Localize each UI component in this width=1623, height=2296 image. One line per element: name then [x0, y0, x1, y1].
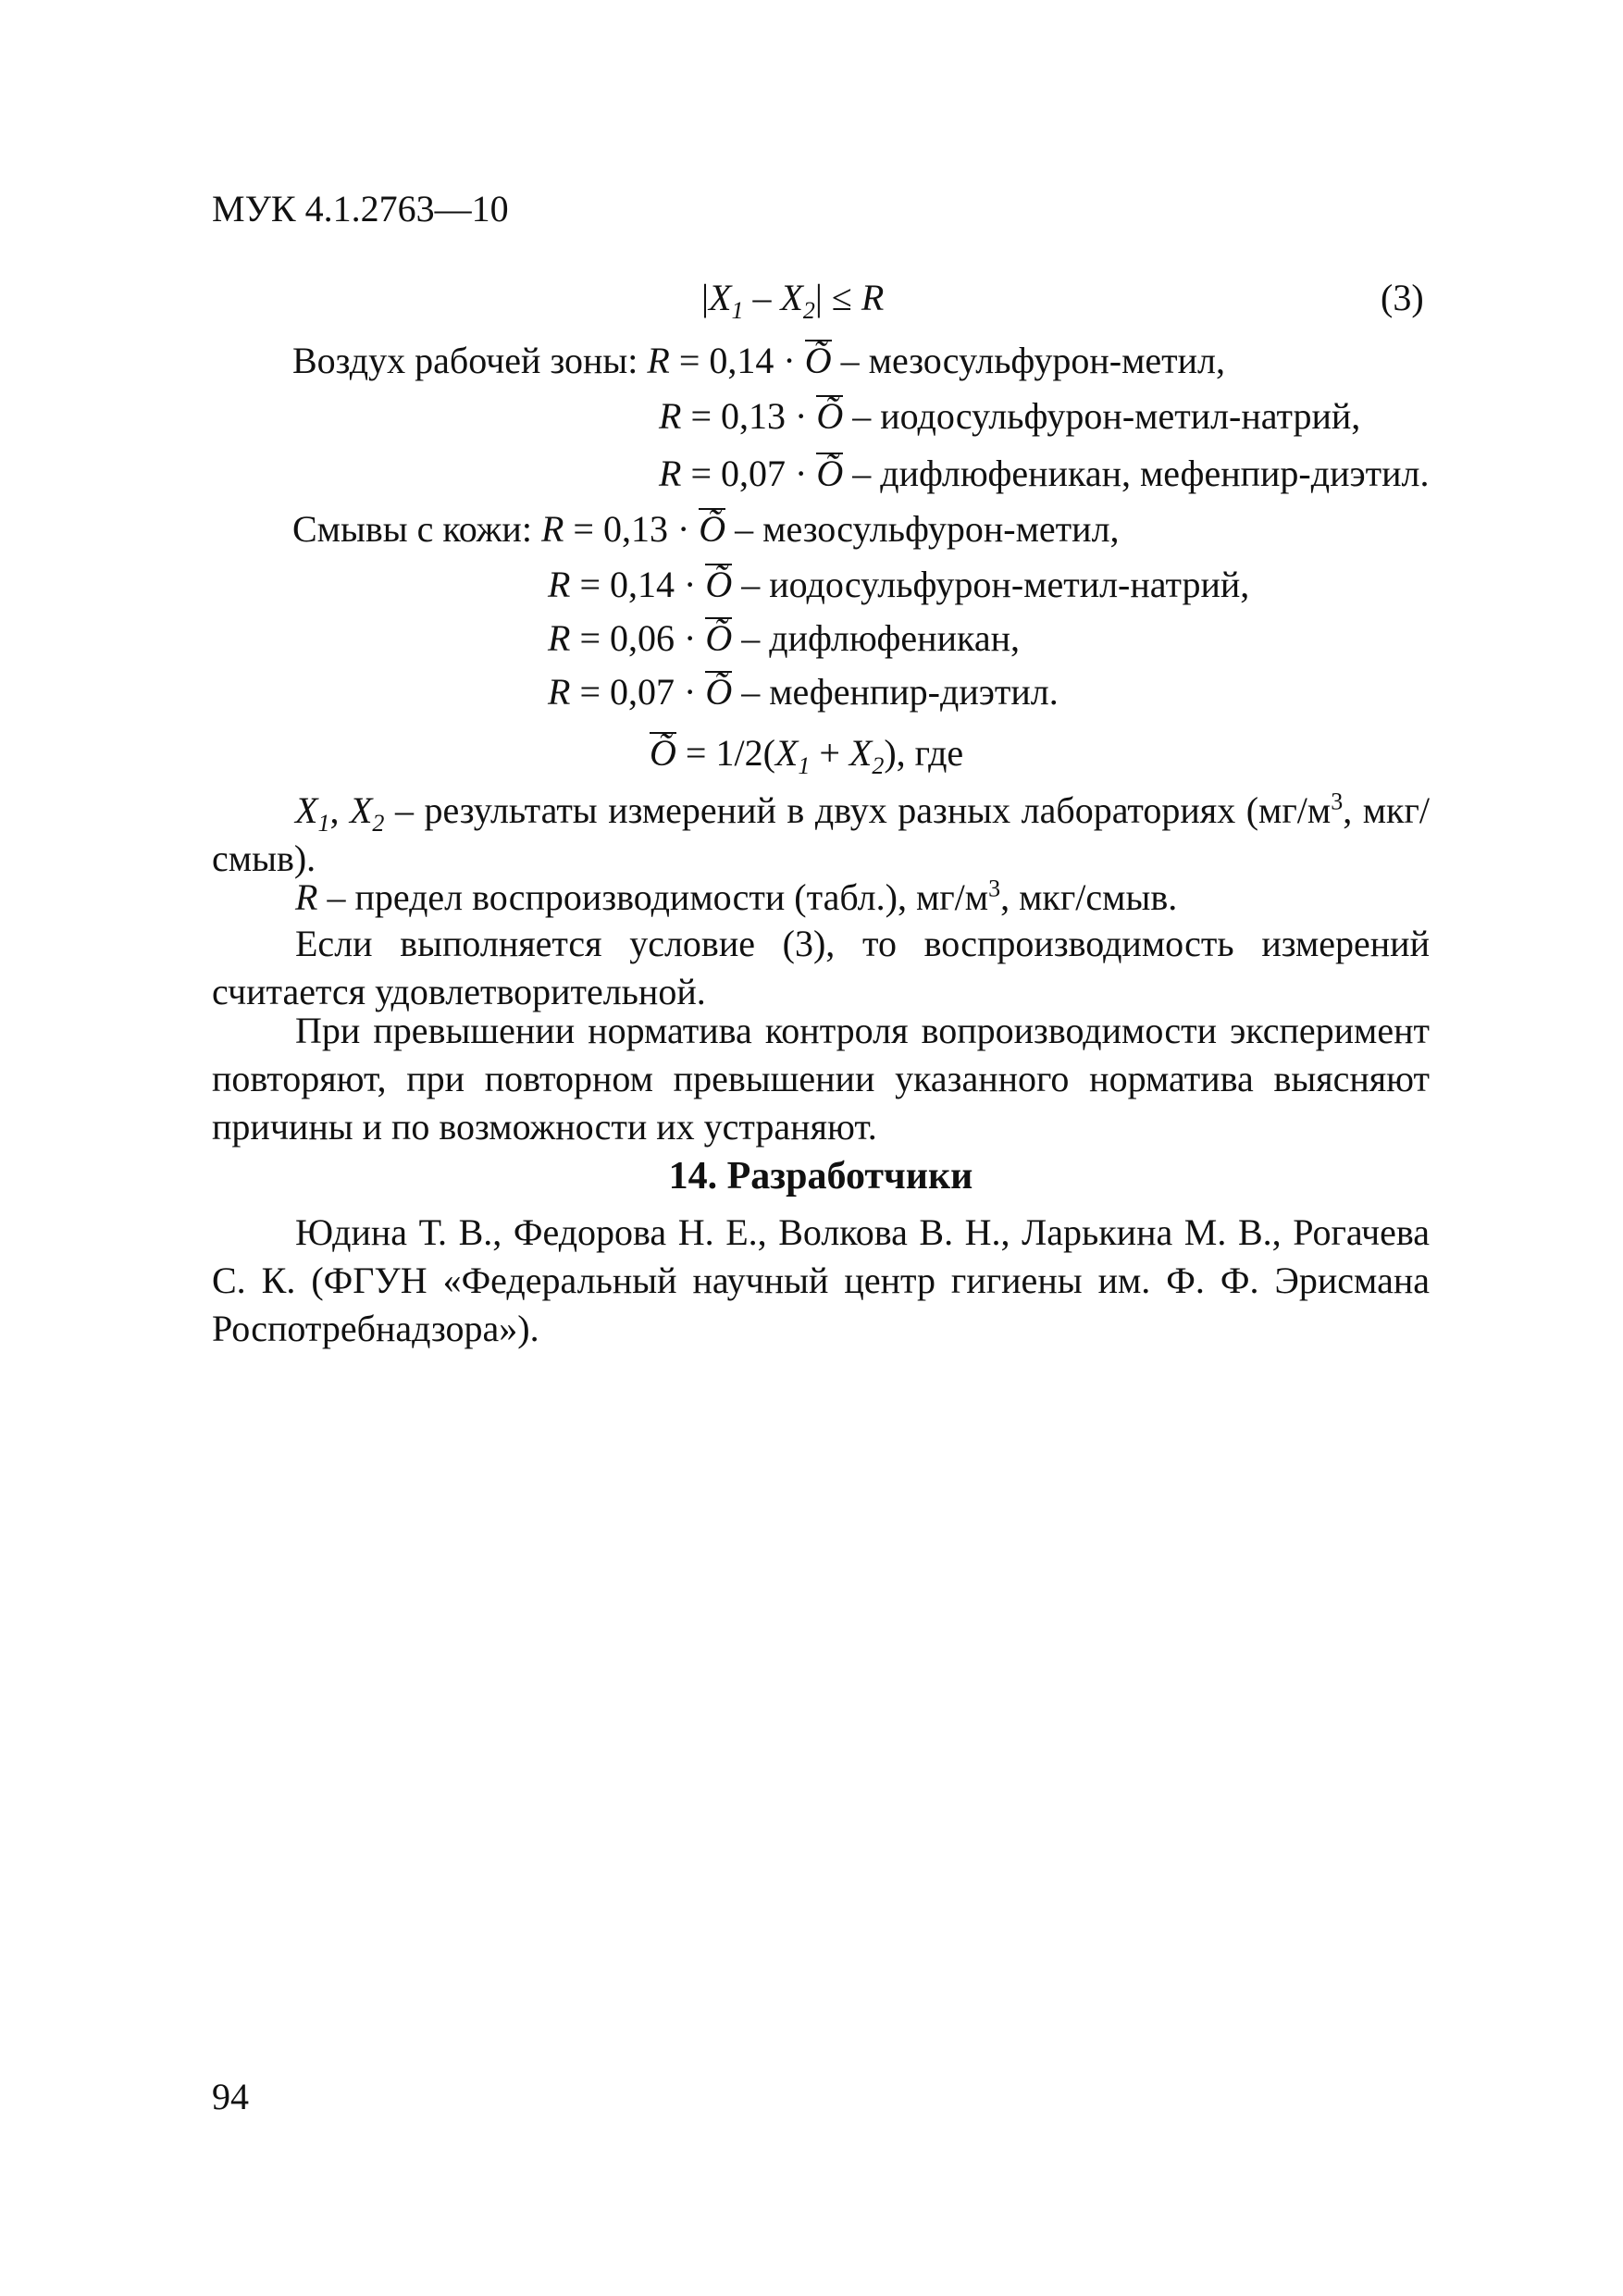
- skin-line-2: [548, 561, 1249, 609]
- mean-symbol: Õ: [804, 340, 832, 381]
- x1-symbol: X: [709, 277, 732, 318]
- coefficient: = 0,14 ·: [570, 564, 706, 605]
- r-symbol: R: [548, 564, 571, 605]
- r-symbol: R: [295, 876, 318, 918]
- substance-name: – дифлюфеникан, мефенпир-диэтил.: [843, 453, 1430, 494]
- skin-label: Смывы с кожи:: [292, 508, 541, 550]
- substance-name: – мефенпир-диэтил.: [732, 671, 1059, 713]
- x2-symbol: X: [780, 277, 803, 318]
- paragraph-text: Если выполняется условие (3), то воспроизводимость измерений считается удовлетворительной.: [212, 923, 1430, 1012]
- mean-formula: [650, 729, 963, 777]
- mean-symbol: Õ: [816, 453, 844, 494]
- air-line-3: [659, 450, 1430, 498]
- coefficient: = 0,07 ·: [570, 671, 706, 713]
- x1-subscript: 1: [731, 297, 744, 324]
- paragraph-text: При превышении норматива контроля вопроизводимости эксперимент повторяют, при повторном превышении указанного норматива выясняют причины и по возможности их устраняют.: [212, 1010, 1430, 1148]
- explanation-text-2: , мкг/смыв.: [1000, 876, 1178, 918]
- developers-paragraph: [212, 1209, 1430, 1353]
- coefficient: = 0,07 ·: [681, 453, 817, 494]
- r-symbol: R: [540, 508, 564, 550]
- abs-right-leq: | ≤: [814, 277, 861, 318]
- formula-3: [701, 274, 884, 322]
- minus-sign: –: [743, 277, 781, 318]
- r-symbol: R: [861, 277, 885, 318]
- doc-code-header: МУК 4.1.2763—10: [212, 188, 509, 230]
- r-symbol: R: [659, 453, 682, 494]
- substance-name: – мезосульфурон-метил,: [831, 340, 1225, 381]
- skin-line-4: [548, 668, 1059, 716]
- x2-subscript: 2: [802, 297, 815, 324]
- explanation-text-2: , мкг/смыв).: [212, 789, 1431, 879]
- superscript: 3: [1331, 788, 1344, 815]
- substance-name: – иодосульфурон-метил-натрий,: [843, 395, 1361, 437]
- explanation-text: – предел воспроизводимости (табл.), мг/м: [317, 876, 989, 918]
- abs-left: |: [701, 277, 710, 318]
- r-symbol: R: [548, 617, 571, 659]
- x1-symbol: X: [774, 732, 799, 774]
- air-line-1: [292, 337, 1225, 385]
- formula-number: (3): [1381, 277, 1424, 318]
- paragraph-exceed: [212, 1007, 1430, 1151]
- mean-tail: ), где: [884, 732, 964, 774]
- mean-eq: = 1/2(: [675, 732, 775, 774]
- air-line-2: [659, 392, 1360, 441]
- page-number: 94: [212, 2076, 249, 2117]
- mean-symbol: Õ: [705, 671, 733, 713]
- substance-name: – мезосульфурон-метил,: [725, 508, 1120, 550]
- superscript: 3: [988, 875, 1001, 902]
- x1-symbol: X: [295, 789, 318, 831]
- coefficient: = 0,06 ·: [570, 617, 706, 659]
- substance-name: – иодосульфурон-метил-натрий,: [732, 564, 1250, 605]
- r-symbol: R: [548, 671, 571, 713]
- r-symbol: R: [659, 395, 682, 437]
- developers-text: Юдина Т. В., Федорова Н. Е., Волкова В. Н., Ларькина М. В., Рогачева С. К. (ФГУН «Федеральный научный центр гигиены им. Ф. Ф. Эрисмана Роспотребнадзора»).: [212, 1211, 1430, 1349]
- mean-symbol: Õ: [650, 732, 676, 774]
- mean-symbol: Õ: [816, 395, 844, 437]
- x2-subscript: 2: [372, 810, 385, 837]
- x2-symbol: X: [849, 732, 873, 774]
- x2-subscript: 2: [872, 752, 885, 779]
- coefficient: = 0,14 ·: [669, 340, 805, 381]
- x1-subscript: 1: [317, 810, 330, 837]
- explanation-r: [212, 874, 1430, 922]
- substance-name: – дифлюфеникан,: [732, 617, 1020, 659]
- plus-sign: +: [810, 732, 849, 774]
- air-label: Воздух рабочей зоны:: [292, 340, 648, 381]
- section-title: 14. Разработчики: [668, 1155, 973, 1198]
- r-symbol: R: [647, 340, 670, 381]
- coefficient: = 0,13 ·: [564, 508, 700, 550]
- skin-line-1: [292, 505, 1120, 553]
- x2-symbol: X: [349, 789, 373, 831]
- mean-symbol: Õ: [699, 508, 726, 550]
- mean-symbol: Õ: [705, 564, 733, 605]
- explanation-text: – результаты измерений в двух разных лабораториях (мг/м: [384, 789, 1332, 831]
- mean-symbol: Õ: [705, 617, 733, 659]
- paragraph-condition: [212, 920, 1430, 1016]
- x1-subscript: 1: [798, 752, 811, 779]
- skin-line-3: [548, 614, 1020, 663]
- coefficient: = 0,13 ·: [681, 395, 817, 437]
- explanation-x: $X_1$, $X_2$ – результаты измерений в двух разных лабораториях ($мг/м^3$, мкг/смыв).: [212, 788, 1431, 879]
